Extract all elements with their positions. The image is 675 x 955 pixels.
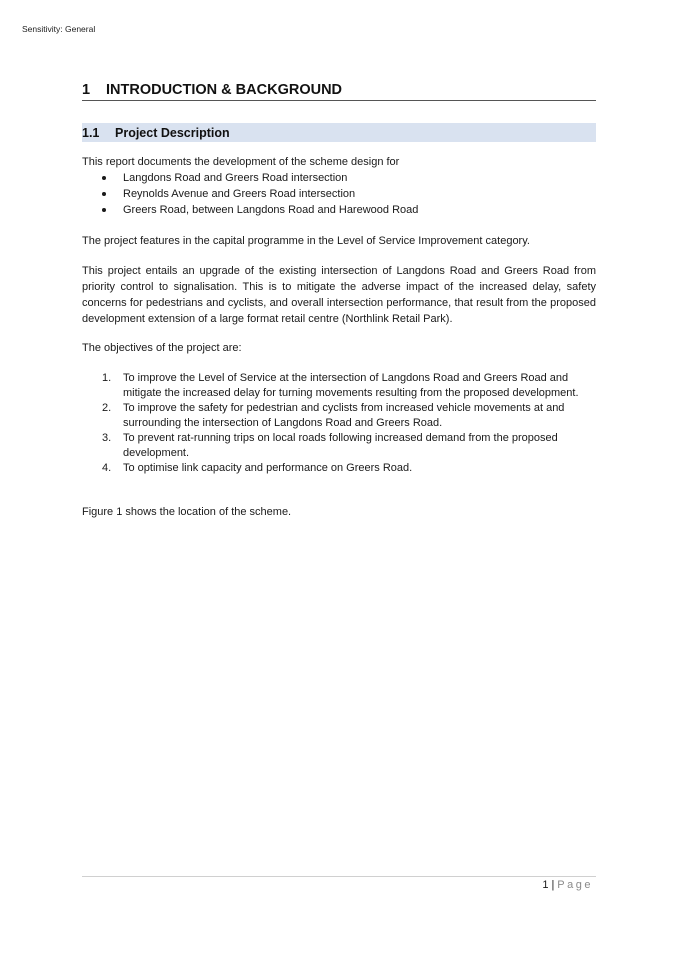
list-item-text: To prevent rat-running trips on local roads following increased demand from the proposed development. xyxy=(123,432,558,459)
intro-paragraph: This report documents the development of the scheme design for xyxy=(82,156,400,168)
list-item xyxy=(82,202,596,218)
subsection-number: 1.1 xyxy=(82,125,100,140)
section-title: INTRODUCTION & BACKGROUND xyxy=(106,82,343,98)
list-item xyxy=(82,186,596,202)
list-item-text: To improve the safety for pedestrian and cyclists from increased vehicle movements at and surrounding the intersection of Langdons Road and Greers Road. xyxy=(123,402,565,429)
subsection-title: Project Description xyxy=(115,125,230,140)
list-item-number: 2. xyxy=(102,402,112,414)
list-item-text: To improve the Level of Service at the intersection of Langdons Road and Greers Road and mitigate the increased delay for turning movements resulting from the proposed development. xyxy=(123,372,579,399)
list-item-text: Greers Road, between Langdons Road and Harewood Road xyxy=(123,204,419,216)
list-item xyxy=(82,401,596,431)
list-item-text: Reynolds Avenue and Greers Road intersection xyxy=(123,188,356,200)
page-label: Page xyxy=(557,879,593,891)
scheme-locations-list xyxy=(82,170,596,218)
section-number: 1 xyxy=(82,82,91,98)
list-item xyxy=(82,170,596,186)
sensitivity-label: Sensitivity: General xyxy=(22,24,96,34)
bullet-icon xyxy=(102,176,106,180)
objectives-list xyxy=(82,371,596,476)
page-number xyxy=(542,879,593,891)
list-item-text: Langdons Road and Greers Road intersection xyxy=(123,172,348,184)
upgrade-paragraph: This project entails an upgrade of the existing intersection of Langdons Road and Greers Road from priority control to signalisation. This is to mitigate the adverse impact of the increased delay, safety concerns for pedestrians and cyclists, and overall intersection performance, that result from the proposed development extension of a large format retail centre (Northlink Retail Park). xyxy=(82,265,596,325)
list-item xyxy=(82,431,596,461)
list-item-number: 3. xyxy=(102,432,112,444)
page-number-value: 1 xyxy=(542,879,549,891)
page-separator: | xyxy=(551,879,555,891)
objectives-intro: The objectives of the project are: xyxy=(82,342,242,354)
list-item-number: 1. xyxy=(102,372,112,384)
subsection-heading xyxy=(82,123,596,142)
list-item xyxy=(82,371,596,401)
programme-paragraph: The project features in the capital programme in the Level of Service Improvement category. xyxy=(82,235,530,247)
bullet-icon xyxy=(102,208,106,212)
list-item xyxy=(82,461,596,476)
list-item-number: 4. xyxy=(102,462,112,474)
figure-reference: Figure 1 shows the location of the scheme. xyxy=(82,506,292,518)
list-item-text: To optimise link capacity and performance on Greers Road. xyxy=(123,462,413,474)
section-heading xyxy=(82,82,596,101)
bullet-icon xyxy=(102,192,106,196)
footer-divider xyxy=(82,876,596,877)
